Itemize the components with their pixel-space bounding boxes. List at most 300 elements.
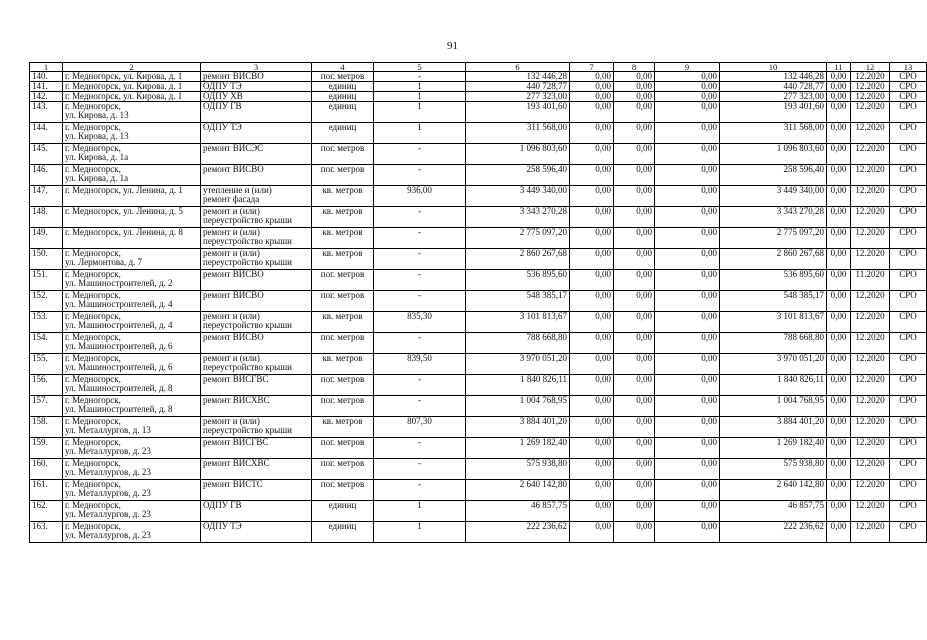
value-cell: 0,00 (614, 165, 655, 186)
source-cell: СРО (890, 186, 927, 207)
total-cell: 548 385,17 (720, 291, 827, 312)
cost-cell: 193 401,60 (466, 102, 570, 123)
table-row (30, 312, 927, 333)
work-type-line: ОДПУ ГВ (203, 101, 242, 111)
row-number-cell: 145. (30, 144, 63, 165)
value-cell: 0,00 (570, 72, 614, 82)
address-cell (63, 186, 201, 207)
address-cell (63, 522, 201, 543)
date-cell: 12.2020 (851, 207, 890, 228)
total-cell: 222 236,62 (720, 522, 827, 543)
value-cell: 0,00 (655, 123, 720, 144)
address-line: ул. Машиностроителей, д. 2 (65, 278, 173, 288)
address-cell (63, 501, 201, 522)
value-cell: 0,00 (570, 396, 614, 417)
address-line: г. Медногорск, ул. Кирова, д. 1 (65, 71, 183, 81)
work-type-cell (201, 72, 312, 82)
value-cell: 0,00 (655, 186, 720, 207)
total-cell: 311 568,00 (720, 123, 827, 144)
value-cell: 0,00 (827, 333, 851, 354)
unit-cell: единиц (312, 501, 374, 522)
address-line: ул. Машиностроителей, д. 8 (65, 383, 173, 393)
unit-cell: кв. метров (312, 417, 374, 438)
address-line: г. Медногорск, (65, 122, 121, 132)
address-line: г. Медногорск, (65, 311, 121, 321)
table-row (30, 92, 927, 102)
table-row (30, 165, 927, 186)
work-type-cell (201, 375, 312, 396)
cost-cell: 3 449 340,00 (466, 186, 570, 207)
address-line: ул. Машиностроителей, д. 4 (65, 320, 173, 330)
table-row (30, 354, 927, 375)
work-type-line: ремонт и (или) (203, 248, 260, 258)
total-cell: 440 728,77 (720, 82, 827, 92)
value-cell: 0,00 (614, 291, 655, 312)
date-cell: 12.2020 (851, 438, 890, 459)
value-cell: 0,00 (655, 102, 720, 123)
table-row (30, 480, 927, 501)
address-cell (63, 207, 201, 228)
total-cell: 2 860 267,68 (720, 249, 827, 270)
value-cell: 0,00 (570, 207, 614, 228)
work-type-line: ремонт и (или) (203, 311, 260, 321)
address-cell (63, 480, 201, 501)
value-cell: 0,00 (655, 72, 720, 82)
work-type-cell (201, 144, 312, 165)
value-cell: 0,00 (614, 480, 655, 501)
quantity-cell: 1 (374, 501, 466, 522)
quantity-cell: - (374, 72, 466, 82)
value-cell: 0,00 (827, 72, 851, 82)
quantity-cell: 1 (374, 102, 466, 123)
source-cell: СРО (890, 312, 927, 333)
table-row (30, 228, 927, 249)
page-number: 91 (447, 40, 458, 52)
value-cell: 0,00 (570, 249, 614, 270)
column-number-header: 10 (720, 63, 827, 72)
work-type-cell (201, 417, 312, 438)
address-line: г. Медногорск, (65, 248, 121, 258)
value-cell: 0,00 (570, 92, 614, 102)
value-cell: 0,00 (655, 375, 720, 396)
work-type-cell (201, 396, 312, 417)
row-number-cell: 161. (30, 480, 63, 501)
value-cell: 0,00 (827, 249, 851, 270)
value-cell: 0,00 (827, 522, 851, 543)
total-cell: 3 970 051,20 (720, 354, 827, 375)
date-cell: 12.2020 (851, 396, 890, 417)
address-line: ул. Металлургов, д. 23 (65, 467, 151, 477)
source-cell: СРО (890, 165, 927, 186)
value-cell: 0,00 (827, 207, 851, 228)
column-number-header: 11 (827, 63, 851, 72)
column-number-header: 9 (655, 63, 720, 72)
date-cell: 12.2020 (851, 144, 890, 165)
cost-cell: 1 269 182,40 (466, 438, 570, 459)
address-line: г. Медногорск, (65, 416, 121, 426)
value-cell: 0,00 (570, 82, 614, 92)
work-type-cell (201, 92, 312, 102)
address-cell (63, 82, 201, 92)
value-cell: 0,00 (614, 249, 655, 270)
value-cell: 0,00 (614, 459, 655, 480)
value-cell: 0,00 (570, 417, 614, 438)
value-cell: 0,00 (655, 480, 720, 501)
work-type-cell (201, 354, 312, 375)
value-cell: 0,00 (655, 417, 720, 438)
register-table (29, 62, 927, 543)
address-line: ул. Кирова, д. 13 (65, 131, 129, 141)
value-cell: 0,00 (614, 522, 655, 543)
value-cell: 0,00 (655, 438, 720, 459)
work-type-cell (201, 207, 312, 228)
date-cell: 12.2020 (851, 459, 890, 480)
value-cell: 0,00 (827, 228, 851, 249)
total-cell: 575 938,80 (720, 459, 827, 480)
quantity-cell: - (374, 396, 466, 417)
address-cell (63, 333, 201, 354)
address-cell (63, 312, 201, 333)
value-cell: 0,00 (827, 501, 851, 522)
total-cell: 3 101 813,67 (720, 312, 827, 333)
address-line: г. Медногорск, (65, 521, 121, 531)
address-line: ул. Кирова, д. 1а (65, 173, 129, 183)
value-cell: 0,00 (614, 102, 655, 123)
source-cell: СРО (890, 92, 927, 102)
value-cell: 0,00 (827, 438, 851, 459)
value-cell: 0,00 (655, 207, 720, 228)
value-cell: 0,00 (827, 144, 851, 165)
value-cell: 0,00 (570, 312, 614, 333)
cost-cell: 440 728,77 (466, 82, 570, 92)
value-cell: 0,00 (827, 396, 851, 417)
address-line: ул. Машиностроителей, д. 6 (65, 362, 173, 372)
address-line: ул. Машиностроителей, д. 4 (65, 299, 173, 309)
address-line: г. Медногорск, (65, 395, 121, 405)
value-cell: 0,00 (570, 144, 614, 165)
address-cell (63, 92, 201, 102)
value-cell: 0,00 (827, 291, 851, 312)
cost-cell: 1 004 768,95 (466, 396, 570, 417)
total-cell: 132 446,28 (720, 72, 827, 82)
source-cell: СРО (890, 270, 927, 291)
value-cell: 0,00 (655, 270, 720, 291)
unit-cell: пог. метров (312, 270, 374, 291)
source-cell: СРО (890, 480, 927, 501)
total-cell: 2 775 097,20 (720, 228, 827, 249)
row-number-cell: 142. (30, 92, 63, 102)
value-cell: 0,00 (614, 270, 655, 291)
cost-cell: 46 857,75 (466, 501, 570, 522)
quantity-cell: 1 (374, 522, 466, 543)
row-number-cell: 150. (30, 249, 63, 270)
value-cell: 0,00 (827, 354, 851, 375)
value-cell: 0,00 (827, 375, 851, 396)
value-cell: 0,00 (614, 312, 655, 333)
work-type-line: переустройство крыши (203, 215, 292, 225)
source-cell: СРО (890, 438, 927, 459)
value-cell: 0,00 (655, 82, 720, 92)
table-row (30, 144, 927, 165)
unit-cell: единиц (312, 102, 374, 123)
date-cell: 12.2020 (851, 123, 890, 144)
cost-cell: 3 884 401,20 (466, 417, 570, 438)
address-cell (63, 417, 201, 438)
value-cell: 0,00 (614, 354, 655, 375)
unit-cell: пог. метров (312, 291, 374, 312)
address-line: ул. Машиностроителей, д. 8 (65, 404, 173, 414)
value-cell: 0,00 (614, 72, 655, 82)
unit-cell: кв. метров (312, 228, 374, 249)
work-type-line: ремонт ВИСВО (203, 332, 264, 342)
value-cell: 0,00 (570, 459, 614, 480)
work-type-line: утепление и (или) (203, 185, 272, 195)
value-cell: 0,00 (570, 438, 614, 459)
value-cell: 0,00 (827, 165, 851, 186)
row-number-cell: 140. (30, 72, 63, 82)
column-number-header: 8 (614, 63, 655, 72)
date-cell: 12.2020 (851, 333, 890, 354)
address-cell (63, 228, 201, 249)
value-cell: 0,00 (570, 480, 614, 501)
value-cell: 0,00 (614, 396, 655, 417)
date-cell: 12.2020 (851, 354, 890, 375)
value-cell: 0,00 (827, 82, 851, 92)
value-cell: 0,00 (655, 291, 720, 312)
value-cell: 0,00 (570, 501, 614, 522)
column-number-header: 6 (466, 63, 570, 72)
work-type-cell (201, 459, 312, 480)
cost-cell: 2 860 267,68 (466, 249, 570, 270)
date-cell: 12.2020 (851, 228, 890, 249)
quantity-cell: - (374, 207, 466, 228)
table-row (30, 501, 927, 522)
work-type-cell (201, 249, 312, 270)
row-number-cell: 156. (30, 375, 63, 396)
table-row (30, 82, 927, 92)
row-number-cell: 157. (30, 396, 63, 417)
table-row (30, 102, 927, 123)
cost-cell: 277 323,00 (466, 92, 570, 102)
cost-cell: 258 596,40 (466, 165, 570, 186)
value-cell: 0,00 (614, 92, 655, 102)
value-cell: 0,00 (570, 165, 614, 186)
address-line: г. Медногорск, (65, 101, 121, 111)
value-cell: 0,00 (614, 186, 655, 207)
unit-cell: пог. метров (312, 144, 374, 165)
cost-cell: 788 668,80 (466, 333, 570, 354)
value-cell: 0,00 (655, 522, 720, 543)
column-number-header: 2 (63, 63, 201, 72)
cost-cell: 3 343 270,28 (466, 207, 570, 228)
total-cell: 788 668,80 (720, 333, 827, 354)
work-type-line: ремонт ВИСГВС (203, 374, 269, 384)
address-line: ул. Кирова, д. 1а (65, 152, 129, 162)
row-number-cell: 143. (30, 102, 63, 123)
source-cell: СРО (890, 82, 927, 92)
total-cell: 1 269 182,40 (720, 438, 827, 459)
work-type-line: переустройство крыши (203, 320, 292, 330)
date-cell: 12.2020 (851, 417, 890, 438)
source-cell: СРО (890, 144, 927, 165)
address-line: ул. Металлургов, д. 23 (65, 446, 151, 456)
value-cell: 0,00 (614, 228, 655, 249)
table-row (30, 249, 927, 270)
row-number-cell: 155. (30, 354, 63, 375)
row-number-cell: 160. (30, 459, 63, 480)
address-cell (63, 165, 201, 186)
value-cell: 0,00 (614, 438, 655, 459)
date-cell: 12.2020 (851, 249, 890, 270)
work-type-line: ОДПУ ТЭ (203, 81, 242, 91)
cost-cell: 132 446,28 (466, 72, 570, 82)
cost-cell: 536 895,60 (466, 270, 570, 291)
work-type-line: ремонт ВИСХВС (203, 395, 270, 405)
column-number-header: 7 (570, 63, 614, 72)
row-number-cell: 154. (30, 333, 63, 354)
value-cell: 0,00 (655, 459, 720, 480)
address-line: ул. Металлургов, д. 23 (65, 488, 151, 498)
address-cell (63, 438, 201, 459)
address-cell (63, 459, 201, 480)
quantity-cell: 1 (374, 123, 466, 144)
date-cell: 12.2020 (851, 186, 890, 207)
unit-cell: единиц (312, 123, 374, 144)
address-line: ул. Металлургов, д. 13 (65, 425, 151, 435)
address-line: г. Медногорск, ул. Ленина, д. 8 (65, 227, 183, 237)
total-cell: 3 884 401,20 (720, 417, 827, 438)
source-cell: СРО (890, 123, 927, 144)
table-row (30, 522, 927, 543)
address-cell (63, 375, 201, 396)
cost-cell: 3 101 813,67 (466, 312, 570, 333)
source-cell: СРО (890, 207, 927, 228)
row-number-cell: 149. (30, 228, 63, 249)
value-cell: 0,00 (827, 92, 851, 102)
work-type-line: ремонт фасада (203, 194, 260, 204)
cost-cell: 2 640 142,80 (466, 480, 570, 501)
address-line: ул. Металлургов, д. 23 (65, 530, 151, 540)
table-row (30, 459, 927, 480)
cost-cell: 222 236,62 (466, 522, 570, 543)
work-type-line: ремонт ВИСГВС (203, 437, 269, 447)
table-row (30, 72, 927, 82)
row-number-cell: 158. (30, 417, 63, 438)
address-cell (63, 144, 201, 165)
address-line: г. Медногорск, (65, 353, 121, 363)
table-row (30, 291, 927, 312)
address-cell (63, 270, 201, 291)
address-line: ул. Кирова, д. 13 (65, 110, 129, 120)
date-cell: 12.2020 (851, 92, 890, 102)
total-cell: 193 401,60 (720, 102, 827, 123)
table-row (30, 333, 927, 354)
source-cell: СРО (890, 375, 927, 396)
row-number-cell: 141. (30, 82, 63, 92)
value-cell: 0,00 (655, 501, 720, 522)
quantity-cell: - (374, 165, 466, 186)
source-cell: СРО (890, 522, 927, 543)
quantity-cell: 835,30 (374, 312, 466, 333)
address-line: г. Медногорск, ул. Ленина, д. 1 (65, 185, 183, 195)
value-cell: 0,00 (827, 459, 851, 480)
value-cell: 0,00 (570, 123, 614, 144)
work-type-line: ремонт и (или) (203, 353, 260, 363)
cost-cell: 548 385,17 (466, 291, 570, 312)
address-line: г. Медногорск, (65, 269, 121, 279)
address-line: г. Медногорск, (65, 374, 121, 384)
cost-cell: 3 970 051,20 (466, 354, 570, 375)
value-cell: 0,00 (655, 354, 720, 375)
value-cell: 0,00 (570, 522, 614, 543)
total-cell: 3 343 270,28 (720, 207, 827, 228)
source-cell: СРО (890, 333, 927, 354)
address-line: г. Медногорск, (65, 143, 121, 153)
date-cell: 12.2020 (851, 480, 890, 501)
value-cell: 0,00 (570, 291, 614, 312)
quantity-cell: - (374, 438, 466, 459)
unit-cell: пог. метров (312, 396, 374, 417)
row-number-cell: 163. (30, 522, 63, 543)
column-number-header: 1 (30, 63, 63, 72)
value-cell: 0,00 (570, 333, 614, 354)
cost-cell: 2 775 097,20 (466, 228, 570, 249)
work-type-cell (201, 291, 312, 312)
quantity-cell: - (374, 228, 466, 249)
source-cell: СРО (890, 459, 927, 480)
row-number-cell: 147. (30, 186, 63, 207)
date-cell: 12.2020 (851, 501, 890, 522)
address-line: г. Медногорск, ул. Ленина, д. 5 (65, 206, 183, 216)
source-cell: СРО (890, 354, 927, 375)
unit-cell: пог. метров (312, 459, 374, 480)
column-number-header: 13 (890, 63, 927, 72)
work-type-line: ремонт и (или) (203, 416, 260, 426)
table-row (30, 417, 927, 438)
address-cell (63, 291, 201, 312)
value-cell: 0,00 (827, 186, 851, 207)
quantity-cell: - (374, 459, 466, 480)
value-cell: 0,00 (655, 228, 720, 249)
value-cell: 0,00 (614, 207, 655, 228)
row-number-cell: 144. (30, 123, 63, 144)
quantity-cell: 839,50 (374, 354, 466, 375)
address-cell (63, 396, 201, 417)
work-type-line: ремонт ВИСВО (203, 290, 264, 300)
work-type-cell (201, 501, 312, 522)
quantity-cell: - (374, 480, 466, 501)
work-type-line: ОДПУ ТЭ (203, 122, 242, 132)
source-cell: СРО (890, 396, 927, 417)
row-number-cell: 151. (30, 270, 63, 291)
value-cell: 0,00 (570, 270, 614, 291)
source-cell: СРО (890, 228, 927, 249)
column-number-header: 4 (312, 63, 374, 72)
work-type-cell (201, 82, 312, 92)
quantity-cell: - (374, 249, 466, 270)
work-type-line: ОДПУ ХВ (203, 91, 243, 101)
unit-cell: пог. метров (312, 333, 374, 354)
total-cell: 1 840 826,11 (720, 375, 827, 396)
value-cell: 0,00 (614, 82, 655, 92)
value-cell: 0,00 (614, 123, 655, 144)
work-type-line: ремонт и (или) (203, 227, 260, 237)
source-cell: СРО (890, 417, 927, 438)
address-line: г. Медногорск, ул. Кирова, д. 1 (65, 81, 183, 91)
work-type-line: ОДПУ ГВ (203, 500, 242, 510)
work-type-line: переустройство крыши (203, 236, 292, 246)
table-row (30, 375, 927, 396)
